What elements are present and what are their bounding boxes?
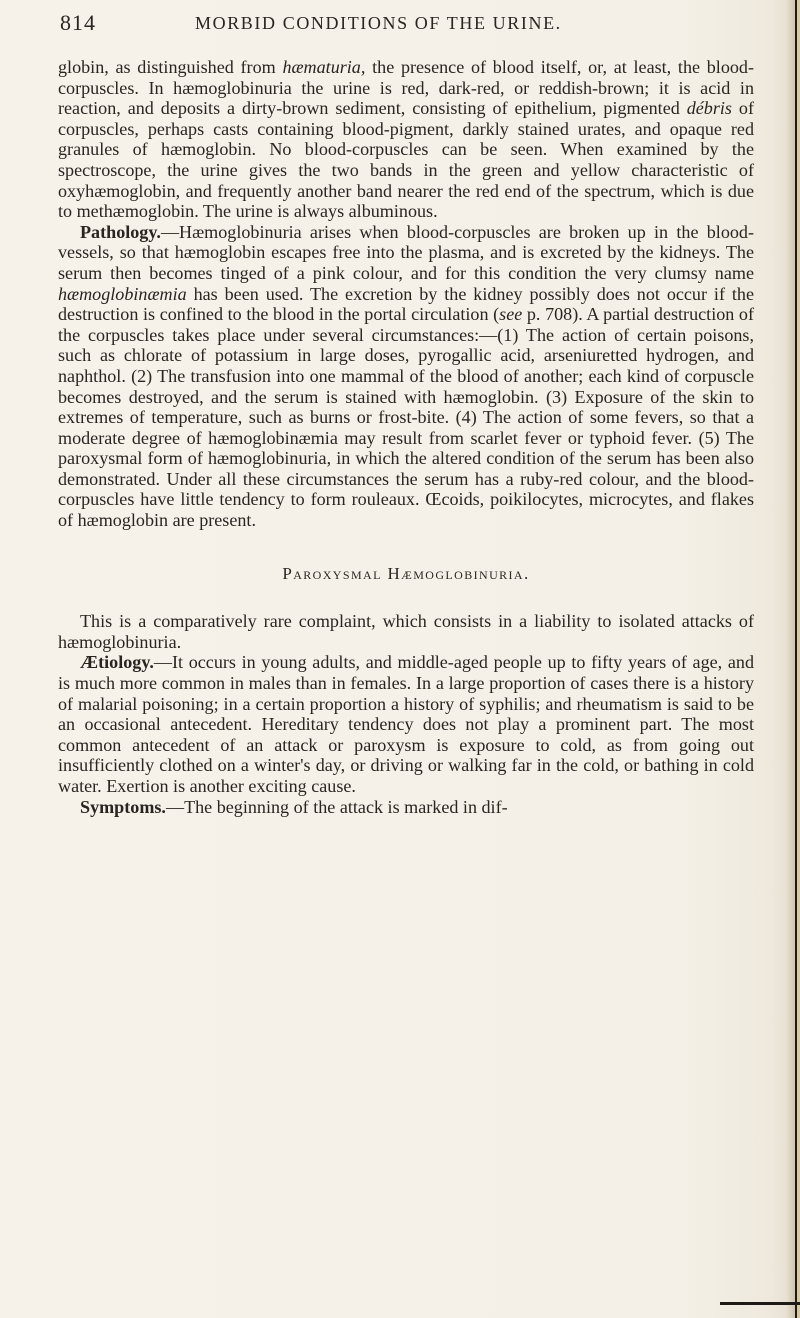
paragraph-intro: This is a comparatively rare complaint, which consists in a liability to isolated attacks of hæmoglobinuria. (58, 611, 754, 652)
text-run: —It occurs in young adults, and middle-aged people up to fifty years of age, and is much more common in males than in females. In a large proportion of cases there is a history of malarial poisoning; in a certain proportion a history of syphilis; and rheumatism is said to be an occasional antecedent. Hereditary tendency does not play a prominent part. The most common antecedent of an attack or paroxysm is exposure to cold, as from going out insufficiently clothed on a winter's day, or driving or walking far in the cold, or bathing in cold water. Exertion is another exciting cause. (58, 652, 754, 796)
text-run: globin, as distinguished from (58, 57, 283, 77)
text-run: the presence of blood itself, or, at least, the blood-corpuscles. In hæmoglobinuria the urine is red, dark-red, or reddish-brown; it is acid in reaction, and deposits a dirty-brown sediment, consisting of epithelium, pigmented (58, 57, 754, 119)
run-in-heading-aetiology: Ætiology. (80, 652, 154, 673)
paragraph-pathology (58, 222, 754, 531)
page-number: 814 (60, 10, 96, 35)
paragraph-aetiology (58, 652, 754, 796)
section-heading: Paroxysmal Hæmoglobinuria. (282, 563, 530, 583)
paragraph-symptoms (58, 797, 754, 818)
italic-term: hæmoglobinæmia (58, 283, 187, 304)
page-header (60, 10, 760, 40)
page-edge-line (795, 0, 797, 1318)
italic-term: see (499, 304, 523, 325)
italic-term: hæmaturia, (282, 57, 366, 77)
running-head: MORBID CONDITIONS OF THE URINE. (195, 13, 562, 33)
text-run: —Hæmoglobinuria arises when blood-corpuscles are broken up in the blood-vessels, so that hæmoglobin escapes free into the plasma, and is excreted by the kidneys. The serum then becomes tinged of a pink colour, and for this condition the very clumsy name (58, 221, 754, 283)
text-run: p. 708). A partial destruction of the corpuscles takes place under several circumstances:—(1) The action of certain poisons, such as chlorate of potassium in large doses, pyrogallic acid, arseniuretted hydrogen, and naphthol. (2) The transfusion into one mammal of the blood of another; each kind of corpuscle becomes destroyed, and the serum is stained with hæmoglobin. (3) Exposure of the skin to extremes of temperature, such as burns or frost-bite. (4) The action of some fevers, so that a moderate degree of hæmoglobinæmia may result from scarlet fever or typhoid fever. (5) The paroxysmal form of hæmoglobinuria, in which the altered condition of the serum has been also demonstrated. Under all these circumstances the serum has a ruby-red colour, and the blood-corpuscles have little tendency to form rouleaux. Œcoids, poikilocytes, microcytes, and flakes of hæmoglobin are present. (58, 304, 755, 531)
text-run: of corpuscles, perhaps casts containing blood-pigment, darkly stained urates, and opaque red granules of hæmoglobin. No blood-corpuscles can be seen. When examined by the spectroscope, the urine gives the two bands in the green and yellow characteristic of oxyhæmoglobin, and frequently another band nearer the red end of the spectrum, which is due to methæmoglobin. The urine is always albuminous. (58, 98, 754, 222)
paragraph-continuation (58, 57, 754, 222)
italic-term: débris (686, 98, 732, 119)
page-edge-shadow (786, 0, 800, 1318)
bottom-edge-rule (720, 1302, 800, 1305)
text-run: has been used. The excretion by the kidney possibly does not occur if the destruction is confined to the blood in the portal circulation ( (58, 283, 754, 325)
run-in-heading-symptoms: Symptoms. (80, 796, 166, 817)
body-text (58, 57, 754, 817)
run-in-heading-pathology: Pathology. (80, 221, 161, 242)
text-run: —The beginning of the attack is marked in dif- (165, 796, 508, 817)
